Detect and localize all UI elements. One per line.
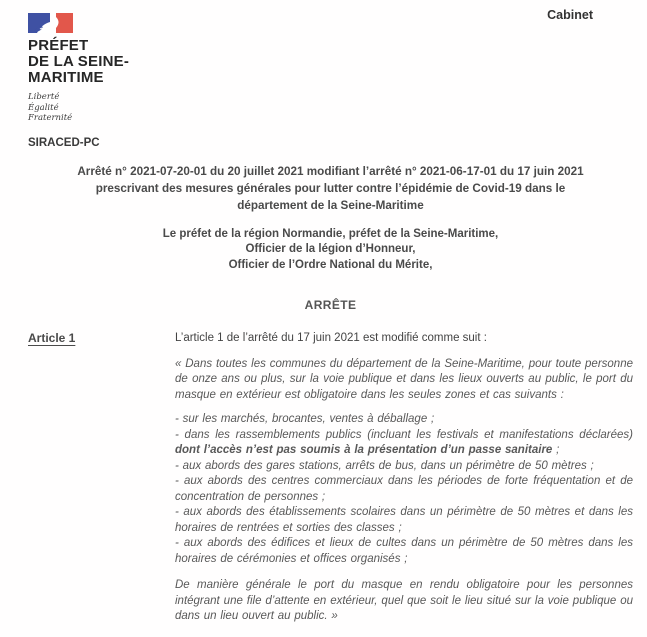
prefecture-letterhead <box>28 12 633 124</box>
list-item-text: - dans les rassemblements publics (incluant les festivals et manifestations déclarées) <box>175 428 633 441</box>
list-item: - aux abords des édifices et lieux de cultes dans un périmètre de 50 mètres dans les horaires de cérémonies et offices organisés ; <box>175 537 633 565</box>
republic-motto <box>28 92 633 124</box>
motto-line: Fraternité <box>28 113 73 123</box>
preamble-line: Le préfet de la région Normandie, préfet de la Seine-Maritime, <box>162 227 499 240</box>
prefecture-name-line: PRÉFET <box>28 37 89 54</box>
prefecture-name <box>28 38 633 86</box>
motto-line: Égalité <box>28 102 59 113</box>
prefecture-name-line: DE LA SEINE- <box>28 53 130 70</box>
list-item: - aux abords des établissements scolaires dans un périmètre de 50 mètres et dans les horaires de rentrées et sorties des classes ; <box>175 506 633 534</box>
list-item-bold-text: dont l’accès n’est pas soumis à la présentation d’un passe sanitaire <box>175 444 553 456</box>
prefecture-name-line: MARITIME <box>28 69 104 86</box>
list-item: - sur les marchés, brocantes, ventes à déballage ; <box>175 413 435 425</box>
preamble-line: Officier de la légion d’Honneur, <box>245 243 416 255</box>
list-item-text: ; <box>552 444 560 456</box>
prefect-preamble <box>28 227 633 274</box>
quote-closing-paragraph: De manière générale le port du masque en rendu obligatoire pour les personnes intégrant une file d’attente en extérieur, quel que soit le lieu situé sur la voie publique ou dans un lieu ouvert au public. » <box>175 579 633 622</box>
quote-opening-paragraph: « Dans toutes les communes du département de la Seine-Maritime, pour toute personne de onze ans ou plus, sur la voie publique et dans les lieux ouverts au public, le port du masque en extérieur est obligatoire dans les seules zones et cas suivants : <box>175 357 633 401</box>
mask-zone-list <box>175 412 633 567</box>
decree-title <box>28 163 633 214</box>
article-label-text: Article 1 <box>28 331 76 345</box>
decree-title-line: département de la Seine-Maritime <box>237 198 424 212</box>
decree-title-line: prescrivant des mesures générales pour lutter contre l’épidémie de Covid-19 dans le <box>95 181 566 195</box>
motto-line: Liberté <box>28 92 60 102</box>
article-label <box>28 331 175 625</box>
decree-heading: ARRÊTE <box>304 298 357 312</box>
preamble-line: Officier de l’Ordre National du Mérite, <box>228 258 433 271</box>
article-1-section <box>28 331 633 625</box>
decree-title-line: Arrêté n° 2021-07-20-01 du 20 juillet 2021 modifiant l’arrêté n° 2021-06-17-01 du 17 juin 2021 <box>77 164 584 178</box>
list-item: - aux abords des gares stations, arrêts de bus, dans un périmètre de 50 mètres ; <box>175 459 594 472</box>
list-item: - aux abords des centres commerciaux dans les périodes de forte fréquentation et de concentration de personnes ; <box>175 475 633 503</box>
french-flag-marianne-icon <box>28 12 80 35</box>
article-intro: L’article 1 de l’arrêté du 17 juin 2021 est modifié comme suit : <box>175 332 487 344</box>
service-label: Cabinet <box>547 8 593 22</box>
article-body <box>175 331 633 625</box>
unit-label: SIRACED-PC <box>28 136 100 149</box>
list-item <box>175 428 633 459</box>
